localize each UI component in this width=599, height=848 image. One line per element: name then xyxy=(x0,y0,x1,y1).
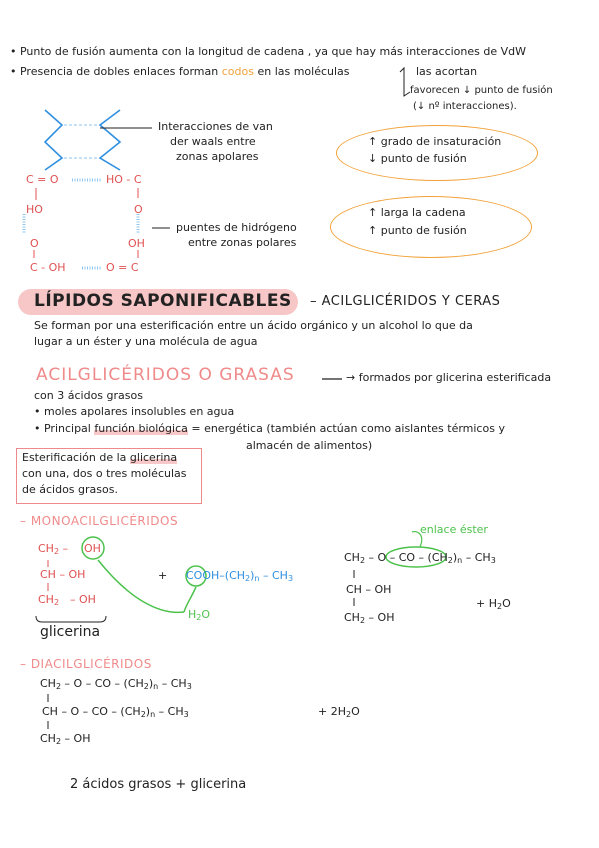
di-r3: CH xyxy=(40,732,56,745)
acil-arrow-text: → formados por glicerina esterificada xyxy=(346,371,552,384)
water-arrow-1 xyxy=(98,560,184,612)
acil-title: ACILGLICÉRIDOS O GRASAS xyxy=(36,365,295,385)
box-line-1 xyxy=(22,452,177,465)
prod-row-2: CH – OH xyxy=(346,583,392,596)
acil-bullet-2-prefix: • Principal xyxy=(34,422,91,435)
atom-right-oh: OH xyxy=(128,237,145,250)
bracket-line xyxy=(400,68,410,96)
prod-row-3: $CH_2$ – OH xyxy=(344,611,395,625)
atom-right-o: O xyxy=(134,203,143,216)
prod-co: CO – (CH xyxy=(398,551,448,564)
mono-ch2-bot: $CH_2$ xyxy=(38,593,60,607)
mono-ch2-top-text: CH xyxy=(38,542,54,555)
atom-top-right: HO - C xyxy=(106,173,142,186)
acil-line-2: con 3 ácidos grasos xyxy=(34,389,143,402)
lipidos-title: LÍPIDOS SAPONIFICABLES xyxy=(34,291,292,311)
ellipse-2-line-1: ↑ larga la cadena xyxy=(368,206,466,219)
prod-ch2b: CH xyxy=(344,611,360,624)
bracket-item-a: las acortan xyxy=(416,65,478,78)
mono-plus: + xyxy=(158,569,168,582)
lipidos-subtitle: – ACILGLICÉRIDOS Y CERAS xyxy=(310,294,501,309)
mono-oh-top: OH xyxy=(84,542,101,555)
ellipse-1-line-1: ↑ grado de insaturación xyxy=(368,135,502,148)
prod-ohb: – OH xyxy=(368,611,395,624)
di-r1c: – CH xyxy=(161,677,187,690)
glicerina-bracket xyxy=(36,616,106,622)
atom-top-left: C = O xyxy=(26,173,59,186)
di-r2: CH – O – CO – (CH xyxy=(42,705,141,718)
acil-bullet-2 xyxy=(34,423,505,436)
acil-bullet-2-suffix: = energética (también actúan como aislantes térmicos y xyxy=(191,422,505,435)
hbond-label-1: puentes de hidrógeno xyxy=(176,221,297,234)
codos-highlight: codos xyxy=(221,65,254,78)
mono-ch2-bot-text: CH xyxy=(38,593,54,606)
mono-water: $H_2O$ xyxy=(188,608,211,622)
chain-right xyxy=(100,110,120,170)
mono-ch-mid: CH – OH xyxy=(40,568,86,581)
atom-bottom-right: O = C xyxy=(106,261,139,274)
acil-bullet-1: • moles apolares insolubles en agua xyxy=(34,405,235,418)
box-line-1-prefix: Esterificación de la xyxy=(22,451,127,464)
di-water-text: + 2H xyxy=(318,705,346,718)
prod-o: – O – xyxy=(368,551,396,564)
acid-ch3: – CH xyxy=(263,569,288,582)
funcion-biologica-highlight: función biológica xyxy=(94,422,188,435)
di-title: – DIACILGLICÉRIDOS xyxy=(20,657,152,671)
box-line-2: con una, dos o tres moléculas xyxy=(22,467,187,480)
prod-ch2: CH xyxy=(344,551,360,564)
prod-row-1: $CH_2$ – O – CO – $(CH_2)_n - CH_3$ xyxy=(344,551,496,565)
box-line-3: de ácidos grasos. xyxy=(22,483,118,496)
lipidos-desc-1: Se forman por una esterificación entre un ácido orgánico y un alcohol lo que da xyxy=(34,319,473,332)
di-r1: CH xyxy=(40,677,56,690)
di-r3b: – OH xyxy=(64,732,91,745)
di-water: + $2H_2O$ xyxy=(318,705,360,719)
mono-water-text: H xyxy=(188,608,197,621)
enlace-ester-label: enlace éster xyxy=(420,523,488,536)
di-row-2: CH – O – CO – $(CH_2)_n - CH_3$ xyxy=(42,705,189,719)
di-r2c: – CH xyxy=(158,705,184,718)
prod-water-text: + H xyxy=(476,597,497,610)
glicerina-highlight: glicerina xyxy=(129,451,178,464)
vdw-label-1: Interacciones de van xyxy=(158,120,273,133)
lipidos-desc-2: lugar a un éster y una molécula de agua xyxy=(34,335,258,348)
glicerina-label: glicerina xyxy=(40,624,101,640)
acid-formula: COOH–$(CH_2)_n - CH_3$ xyxy=(186,569,294,583)
di-row-3: $CH_2$ – OH xyxy=(40,732,91,746)
vdw-label-3: zonas apolares xyxy=(176,150,259,163)
atom-left-ho: HO xyxy=(26,203,43,216)
atom-bottom-left: C - OH xyxy=(30,261,66,274)
ellipse-2-line-2: ↑ punto de fusión xyxy=(368,224,467,237)
mono-title: – MONOACILGLICÉRIDOS xyxy=(20,514,179,528)
acil-bullet-2-cont: almacén de alimentos) xyxy=(246,439,373,452)
note-line-2-prefix: • Presencia de dobles enlaces forman xyxy=(10,65,219,78)
prod-water: + $H_2O$ xyxy=(476,597,511,611)
mono-ch2-top: $CH_2$ – xyxy=(38,542,69,556)
bracket-item-b: favorecen ↓ punto de fusión xyxy=(410,85,553,96)
acid-cooh: COOH xyxy=(186,569,220,582)
di-r1b: – O – CO – (CH xyxy=(64,677,144,690)
prod-ch3: – CH xyxy=(465,551,491,564)
bracket-item-c: (↓ nº interacciones). xyxy=(413,101,517,112)
mono-oh-bot: – OH xyxy=(70,593,96,606)
vdw-label-2: der waals entre xyxy=(170,135,256,148)
note-line-2-suffix: en las moléculas xyxy=(257,65,350,78)
note-line-1: • Punto de fusión aumenta con la longitud de cadena , ya que hay más interacciones de VdW xyxy=(10,45,527,58)
acid-chain: –(CH xyxy=(219,569,246,582)
ellipse-1-line-2: ↓ punto de fusión xyxy=(368,152,467,165)
di-row-1: $CH_2$ – O – CO – $(CH_2)_n - CH_3$ xyxy=(40,677,192,691)
chain-left xyxy=(45,110,62,170)
atom-left-o: O xyxy=(30,237,39,250)
hbond-label-2: entre zonas polares xyxy=(188,236,297,249)
acid-chain-n: n xyxy=(254,574,260,583)
di-bottom: 2 ácidos grasos + glicerina xyxy=(70,777,247,792)
